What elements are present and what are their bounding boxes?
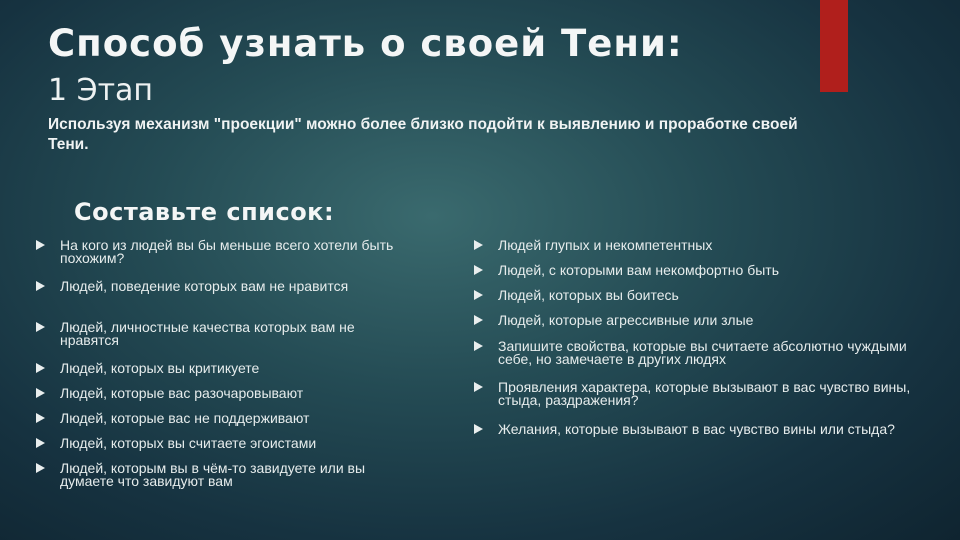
bullet-arrow-icon — [36, 438, 45, 448]
list-item-text: Желания, которые вызывают в вас чувство вины или стыда? — [498, 421, 895, 437]
list-item — [474, 340, 934, 366]
bullet-arrow-icon — [474, 315, 483, 325]
bullet-arrow-icon — [36, 463, 45, 473]
slide-subtitle: 1 Этап — [48, 73, 154, 108]
bullet-arrow-icon — [36, 322, 45, 332]
list-item-text: Людей, которые вас не поддерживают — [60, 410, 310, 426]
list-item-text: Людей, которых вы считаете эгоистами — [60, 435, 317, 451]
bullet-arrow-icon — [474, 290, 483, 300]
bullet-arrow-icon — [474, 265, 483, 275]
bullet-arrow-icon — [36, 240, 45, 250]
list-item-text: На кого из людей вы бы меньше всего хотели быть похожим? — [60, 237, 394, 266]
list-item — [36, 437, 316, 450]
list-item — [474, 381, 934, 407]
bullet-arrow-icon — [474, 382, 483, 392]
bullet-arrow-icon — [474, 240, 483, 250]
list-item — [36, 387, 303, 400]
list-item-text: Людей, личностные качества которых вам не нравятся — [60, 319, 355, 348]
list-item — [36, 321, 416, 347]
list-item-text: Людей, поведение которых вам не нравится — [60, 278, 349, 294]
list-item-text: Людей, которых вы боитесь — [498, 287, 679, 303]
bullet-arrow-icon — [36, 413, 45, 423]
bullet-arrow-icon — [36, 388, 45, 398]
list-item — [474, 423, 895, 436]
list-item — [474, 264, 779, 277]
bullet-arrow-icon — [36, 281, 45, 291]
list-item — [474, 289, 679, 302]
list-heading: Составьте список: — [74, 198, 335, 226]
list-item — [36, 280, 348, 293]
list-item-text: Людей, с которыми вам некомфортно быть — [498, 262, 779, 278]
list-item — [474, 239, 712, 252]
list-item — [474, 314, 753, 327]
list-item — [36, 239, 416, 265]
list-item — [36, 412, 309, 425]
list-item — [36, 362, 259, 375]
list-item-text: Проявления характера, которые вызывают в вас чувство вины, стыда, раздражения? — [498, 379, 911, 408]
list-item-text: Людей, которые агрессивные или злые — [498, 312, 754, 328]
accent-bar — [820, 0, 848, 92]
slide-title: Способ узнать о своей Тени: — [48, 22, 683, 65]
bullet-arrow-icon — [474, 341, 483, 351]
bullet-arrow-icon — [36, 363, 45, 373]
intro-text: Используя механизм "проекции" можно более близко подойти к выявлению и проработке своей Тени. — [48, 116, 798, 153]
list-item — [36, 462, 416, 488]
bullet-arrow-icon — [474, 424, 483, 434]
list-item-text: Людей, которым вы в чём-то завидуете или вы думаете что завидуют вам — [60, 460, 366, 489]
list-item-text: Людей, которые вас разочаровывают — [60, 385, 304, 401]
list-item-text: Запишите свойства, которые вы считаете абсолютно чуждыми себе, но замечаете в других людях — [498, 338, 907, 367]
list-item-text: Людей глупых и некомпетентных — [498, 237, 713, 253]
list-item-text: Людей, которых вы критикуете — [60, 360, 260, 376]
